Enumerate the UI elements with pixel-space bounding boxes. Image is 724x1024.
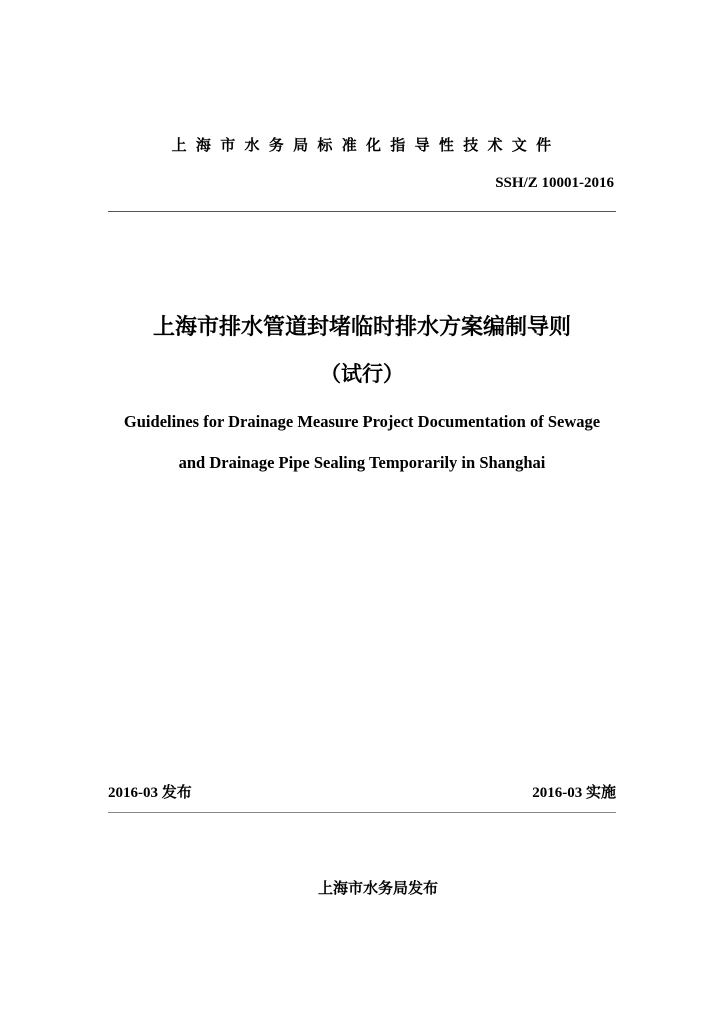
issuer-header: 上海市水务局标准化指导性技术文件 bbox=[171, 136, 561, 154]
document-title-chinese: 上海市排水管道封堵临时排水方案编制导则 bbox=[152, 315, 571, 340]
document-title-english-line-2: and Drainage Pipe Sealing Temporarily in Shanghai bbox=[178, 453, 546, 472]
top-divider bbox=[108, 211, 616, 212]
effective-date: 2016-03 实施 bbox=[532, 785, 616, 801]
issue-date: 2016-03 发布 bbox=[108, 785, 192, 801]
bottom-divider bbox=[108, 812, 616, 813]
document-title-english-line-1: Guidelines for Drainage Measure Project Documentation of Sewage bbox=[123, 412, 601, 431]
document-title-trial-note: （试行） bbox=[320, 362, 404, 386]
document-code: SSH/Z 10001-2016 bbox=[495, 175, 614, 191]
publisher: 上海市水务局发布 bbox=[317, 879, 438, 897]
